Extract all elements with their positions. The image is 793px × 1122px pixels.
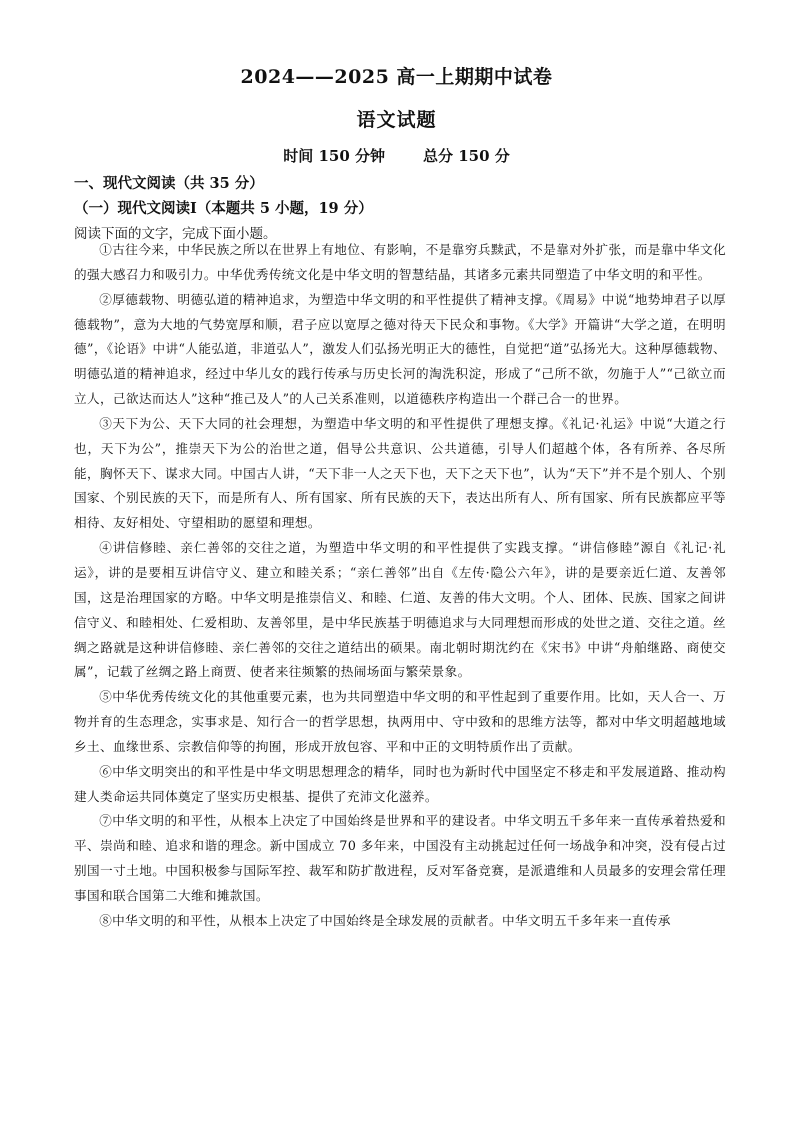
paragraph-4: ④讲信修睦、亲仁善邻的交往之道，为塑造中华文明的和平性提供了实践支撑。“讲信修睦”源自《礼记·礼运》，讲的是要相互讲信守义、建立和睦关系；“亲仁善邻”出自《左传·隐公六年》，讲的是要亲近仁道、友善邻国，这是治理国家的方略。中华文明是推崇信义、和睦、仁道、友善的伟大文明。个人、团体、民族、国家之间讲信守义、和睦相处、仁爱相助、友善邻里，是中华民族基于明德追求与大同理想而形成的处世之道、交往之道。丝绸之路就是这种讲信修睦、亲仁善邻的交往之道结出的硕果。南北朝时期沈约在《宋书》中讲“舟舶继路、商使交属”，记载了丝绸之路上商贾、使者来往频繁的热闹场面与繁荣景象。	[74, 540, 726, 680]
paragraph-2: ②厚德载物、明德弘道的精神追求，为塑造中华文明的和平性提供了精神支撑。《周易》中说“地势坤君子以厚德载物”，意为大地的气势宽厚和顺，君子应以宽厚之德对待天下民众和事物。《大学》开篇讲“大学之道，在明明德”，《论语》中讲“人能弘道，非道弘人”，激发人们弘扬光明正大的德性，自觉把“道”弘扬光大。这种厚德载物、明德弘道的精神追求，经过中华儿女的践行传承与历史长河的淘洗积淀，形成了“己所不欲，勿施于人”“己欲立而立人，己欲达而达人”这种“推己及人”的人己关系准则，以道德秩序构造出一个群己合一的世界。	[74, 291, 726, 407]
paragraph-6: ⑥中华文明突出的和平性是中华文明思想理念的精华，同时也为新时代中国坚定不移走和平发展道路、推动构建人类命运共同体奠定了坚实历史根基、提供了充沛文化滋养。	[74, 763, 726, 804]
paragraph-3: ③天下为公、天下大同的社会理想，为塑造中华文明的和平性提供了理想支撑。《礼记·礼运》中说“大道之行也，天下为公”，推崇天下为公的治世之道，倡导公共意识、公共道德，引导人们超越个体，各有所养、各尽所能，胸怀天下、谋求大同。中国古人讲，“天下非一人之天下也，天下之天下也”，认为“天下”并不是个别人、个别国家、个别民族的天下，而是所有人、所有国家、所有民族的天下，表达出所有人、所有国家、所有民族都应平等相待、友好相处、守望相助的愿望和理想。	[74, 415, 726, 531]
exam-subtitle: 语文试题	[356, 109, 437, 131]
exam-score: 总分 150 分	[423, 147, 510, 165]
paragraph-5: ⑤中华优秀传统文化的其他重要元素，也为共同塑造中华文明的和平性起到了重要作用。比如，天人合一、万物并育的生态理念，实事求是、知行合一的哲学思想，执两用中、守中致和的思维方法等，都对中华文明超越地域乡土、血缘世系、宗教信仰等的拘囿，形成开放包容、平和中正的文明特质作出了贡献。	[74, 689, 726, 754]
exam-title: 2024——2025 高一上期期中试卷	[240, 66, 553, 88]
subsection-heading: （一）现代文阅读Ⅰ（本题共 5 小题，19 分）	[74, 200, 373, 217]
exam-time-score	[0, 145, 793, 166]
paragraph-8: ⑧中华文明的和平性，从根本上决定了中国始终是全球发展的贡献者。中华文明五千多年来一直传承	[99, 912, 671, 928]
reading-passage	[74, 238, 726, 934]
reading-instruction: 阅读下面的文字，完成下面小题。	[74, 226, 277, 242]
paragraph-7: ⑦中华文明的和平性，从根本上决定了中国始终是世界和平的建设者。中华文明五千多年来一直传承着热爱和平、崇尚和睦、追求和谐的理念。新中国成立 70 多年来，中国没有主动挑起过任何一场战争和冲突，没有侵占过别国一寸土地。中国积极参与国际军控、裁军和防扩散进程，反对军备竞赛，是派遣维和人员最多的安理会常任理事国和联合国第二大维和摊款国。	[74, 813, 726, 903]
paragraph-1: ①古往今来，中华民族之所以在世界上有地位、有影响，不是靠穷兵黩武，不是靠对外扩张，而是靠中华文化的强大感召力和吸引力。中华优秀传统文化是中华文明的智慧结晶，其诸多元素共同塑造了中华文明的和平性。	[74, 242, 726, 282]
exam-time: 时间 150 分钟	[283, 147, 385, 165]
section-heading: 一、现代文阅读（共 35 分）	[74, 175, 264, 192]
